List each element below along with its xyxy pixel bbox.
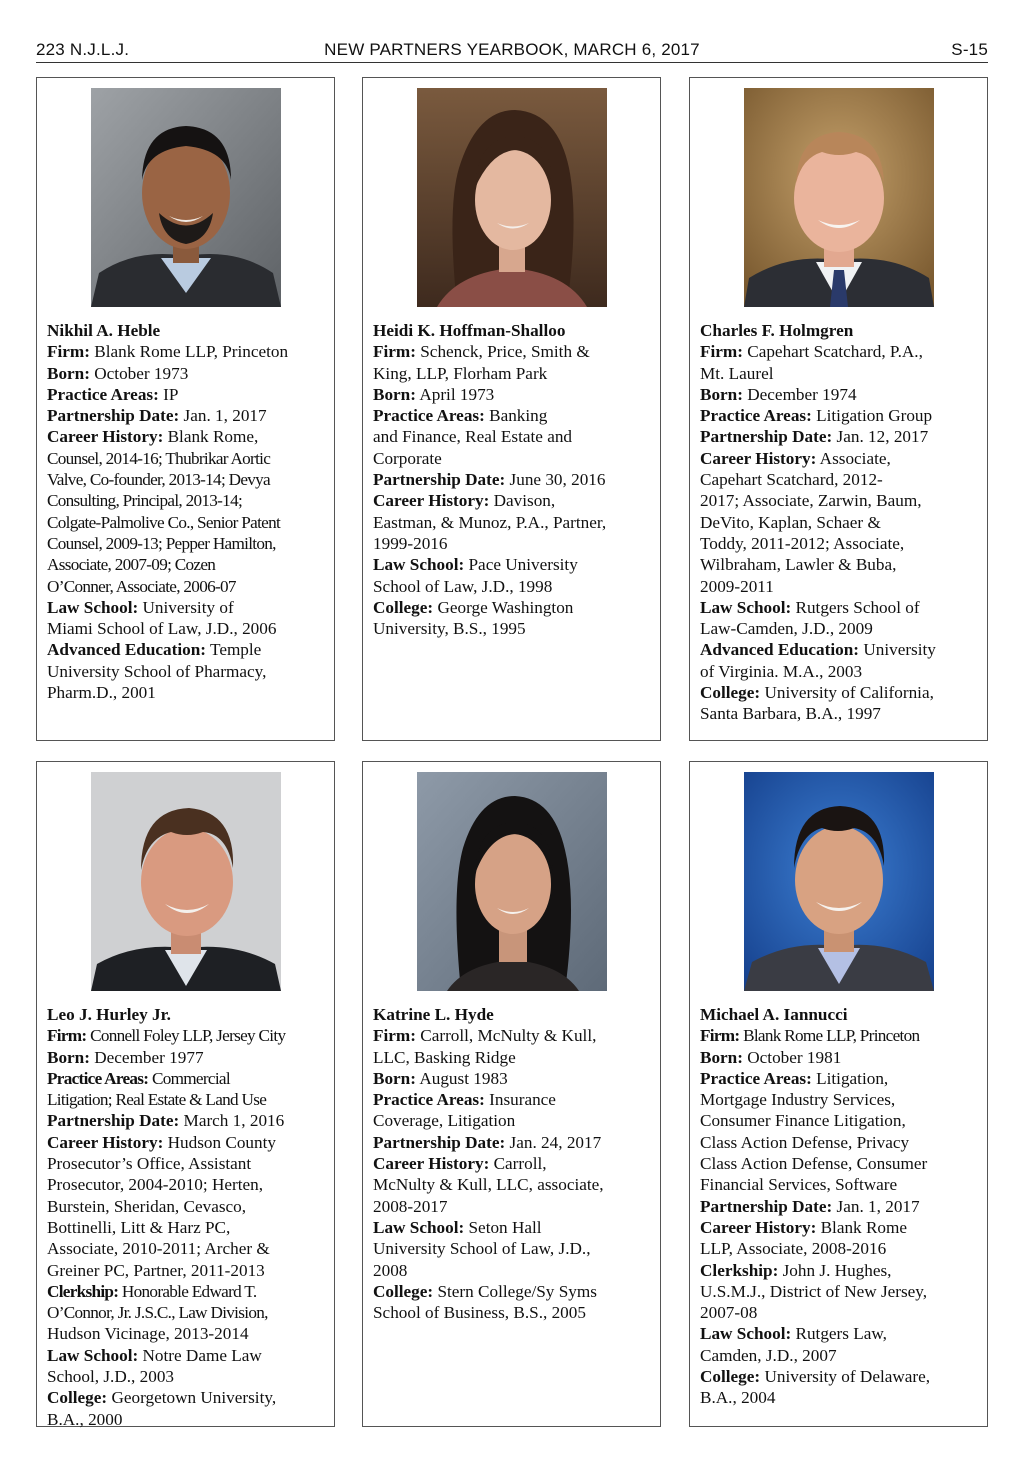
partnership-line [700,426,979,447]
career-value: Davison, [493,491,556,511]
college-line [373,597,652,618]
partnership-line [47,405,326,426]
career-text: Prosecutor’s Office, Assistant [47,1154,252,1174]
firm-label: Firm: [700,1026,740,1046]
career-text: 2008-2017 [373,1196,448,1216]
practice-text: and Finance, Real Estate and [373,427,573,447]
lawschool-line [47,597,326,618]
partnership-label: Partnership Date: [700,1196,833,1216]
born-label: Born: [700,1047,743,1067]
lawschool-label: Law School: [373,555,465,575]
firm-line [700,1025,979,1046]
profile-card-heble [36,77,335,741]
lawschool-value: Pace University [468,555,578,575]
clerkship-text: Hudson Vicinage, 2013-2014 [47,1324,249,1344]
career-text: Valve, Co-founder, 2013-14; Devya [47,470,270,490]
career-text: Burstein, Sheridan, Cevasco, [47,1196,247,1216]
college-text: Santa Barbara, B.A., 1997 [700,704,881,724]
lawschool-value: Seton Hall [468,1217,542,1237]
born-label: Born: [700,384,743,404]
lawschool-line [47,1345,326,1366]
clerkship-label: Clerkship: [700,1260,779,1280]
career-label: Career History: [373,491,490,511]
practice-value: Insurance [489,1090,556,1110]
career-label: Career History: [700,448,817,468]
college-text: B.A., 2004 [700,1388,776,1408]
college-label: College: [373,1281,434,1301]
lawschool-line [700,597,979,618]
career-text: DeVito, Kaplan, Schaer & [700,512,881,532]
practice-text: Coverage, Litigation [373,1111,516,1131]
born-value: August 1983 [419,1068,508,1088]
partner-name: Nikhil A. Heble [47,321,161,340]
practice-value: Litigation, [816,1068,889,1088]
born-line [47,1047,326,1068]
firm-line [373,1025,652,1046]
practice-line [373,405,652,426]
career-line [700,1217,979,1238]
partnership-line [700,1196,979,1217]
firm-line [47,1025,326,1046]
born-value: October 1981 [747,1047,842,1067]
career-text: Greiner PC, Partner, 2011-2013 [47,1260,265,1280]
advanced-education-label: Advanced Education: [700,640,860,660]
firm-text: LLC, Basking Ridge [373,1047,516,1067]
firm-label: Firm: [373,342,416,362]
lawschool-value: Notre Dame Law [142,1345,262,1365]
born-value: December 1974 [747,384,857,404]
firm-line [47,341,326,362]
career-text: Consulting, Principal, 2013-14; [47,491,243,511]
advanced-education-line [47,639,326,660]
lawschool-text: 2008 [373,1260,408,1280]
profile-card-hoffman-shalloo [362,77,661,741]
firm-value: Capehart Scatchard, P.A., [747,342,923,362]
college-text: School of Business, B.S., 2005 [373,1303,586,1323]
career-text: O’Conner, Associate, 2006-07 [47,576,236,596]
career-text: 1999-2016 [373,533,448,553]
partnership-line [373,469,652,490]
profile-bio [373,320,652,639]
college-value: University of Delaware, [764,1367,931,1387]
college-text: B.A., 2000 [47,1409,123,1429]
career-text: Eastman, & Munoz, P.A., Partner, [373,512,607,532]
college-value: Stern College/Sy Syms [437,1281,597,1301]
career-line [373,490,652,511]
firm-label: Firm: [373,1026,416,1046]
practice-text: Class Action Defense, Consumer [700,1154,928,1174]
portrait-image [744,772,934,991]
firm-label: Firm: [47,342,90,362]
lawschool-value: University of [142,597,234,617]
college-label: College: [700,1367,761,1387]
career-line [47,1132,326,1153]
portrait-photo [91,88,281,307]
profile-card-iannucci [689,761,988,1427]
clerkship-text: 2007-08 [700,1303,758,1323]
career-text: Toddy, 2011-2012; Associate, [700,533,905,553]
college-value: Georgetown University, [111,1388,277,1408]
profile-bio [47,1004,326,1430]
career-text: Capehart Scatchard, 2012- [700,470,883,490]
profile-bio [700,320,979,725]
advanced-education-text: of Virginia. M.A., 2003 [700,661,863,681]
practice-label: Practice Areas: [47,384,159,404]
college-value: George Washington [437,597,574,617]
career-line [700,448,979,469]
firm-value: Carroll, McNulty & Kull, [420,1026,597,1046]
born-label: Born: [373,384,416,404]
practice-line [700,1068,979,1089]
college-line [700,1366,979,1387]
college-line [700,682,979,703]
partnership-label: Partnership Date: [47,406,180,426]
born-label: Born: [373,1068,416,1088]
practice-value: Litigation Group [816,406,933,426]
practice-line [373,1089,652,1110]
practice-text: Class Action Defense, Privacy [700,1132,910,1152]
practice-text: Mortgage Industry Services, [700,1090,896,1110]
portrait-photo [417,772,607,991]
career-value: Carroll, [493,1154,547,1174]
firm-text: King, LLP, Florham Park [373,363,548,383]
partnership-value: Jan. 1, 2017 [836,1196,920,1216]
career-label: Career History: [700,1217,817,1237]
partnership-label: Partnership Date: [373,470,506,490]
practice-label: Practice Areas: [700,1068,812,1088]
lawschool-label: Law School: [47,597,139,617]
career-value: Blank Rome, [167,427,259,447]
clerkship-label: Clerkship: [47,1281,119,1301]
career-text: Bottinelli, Litt & Harz PC, [47,1217,231,1237]
college-label: College: [47,1388,108,1408]
college-label: College: [700,683,761,703]
publication-citation: 223 N.J.L.J. [36,40,130,59]
partnership-label: Partnership Date: [700,427,833,447]
firm-value: Blank Rome LLP, Princeton [743,1026,920,1046]
college-label: College: [373,597,434,617]
partnership-value: Jan. 12, 2017 [836,427,929,447]
firm-value: Connell Foley LLP, Jersey City [90,1026,286,1046]
practice-label: Practice Areas: [700,406,812,426]
partnership-value: June 30, 2016 [509,470,606,490]
partnership-line [47,1110,326,1131]
college-value: University of California, [764,683,934,703]
college-line [47,1387,326,1408]
career-text: LLP, Associate, 2008-2016 [700,1239,887,1259]
practice-text: Consumer Finance Litigation, [700,1111,906,1131]
profile-card-hyde [362,761,661,1427]
career-line [47,426,326,447]
partnership-label: Partnership Date: [47,1111,180,1131]
lawschool-text: Miami School of Law, J.D., 2006 [47,619,277,639]
portrait-photo [744,88,934,307]
lawschool-text: School of Law, J.D., 1998 [373,576,553,596]
career-label: Career History: [47,427,164,447]
career-text: Wilbraham, Lawler & Buba, [700,555,897,575]
practice-label: Practice Areas: [373,406,485,426]
career-value: Hudson County [167,1132,276,1152]
born-line [373,384,652,405]
practice-label: Practice Areas: [47,1068,149,1088]
career-label: Career History: [47,1132,164,1152]
partnership-value: March 1, 2016 [183,1111,285,1131]
portrait-image [91,772,281,991]
partner-name: Leo J. Hurley Jr. [47,1005,171,1024]
portrait-image [417,88,607,307]
advanced-education-text: University School of Pharmacy, [47,661,267,681]
career-text: 2009-2011 [700,576,774,596]
firm-text: Mt. Laurel [700,363,774,383]
lawschool-text: School, J.D., 2003 [47,1367,175,1387]
born-label: Born: [47,363,90,383]
career-text: McNulty & Kull, LLC, associate, [373,1175,604,1195]
born-value: December 1977 [94,1047,204,1067]
page-title: NEW PARTNERS YEARBOOK, MARCH 6, 2017 [324,40,700,59]
born-line [47,363,326,384]
profile-card-hurley [36,761,335,1427]
lawschool-line [700,1323,979,1344]
born-value: October 1973 [94,363,189,383]
partner-name: Katrine L. Hyde [373,1005,494,1024]
portrait-photo [744,772,934,991]
practice-text: Corporate [373,448,442,468]
clerkship-value: Honorable Edward T. [121,1281,257,1301]
firm-label: Firm: [700,342,743,362]
clerkship-value: John J. Hughes, [782,1260,892,1280]
practice-line [47,1068,326,1089]
profile-card-holmgren [689,77,988,741]
practice-line [47,384,326,405]
portrait-image [91,88,281,307]
advanced-education-text: Pharm.D., 2001 [47,683,156,703]
advanced-education-label: Advanced Education: [47,640,207,660]
partnership-value: Jan. 1, 2017 [183,406,267,426]
advanced-education-value: Temple [210,640,262,660]
career-text: Prosecutor, 2004-2010; Herten, [47,1175,264,1195]
lawschool-line [373,1217,652,1238]
born-line [373,1068,652,1089]
clerkship-text: O’Connor, Jr. J.S.C., Law Division, [47,1303,268,1323]
career-text: Colgate-Palmolive Co., Senior Patent [47,512,281,532]
lawschool-text: University School of Law, J.D., [373,1239,591,1259]
partner-name: Heidi K. Hoffman-Shalloo [373,321,566,340]
partnership-line [373,1132,652,1153]
practice-value: Banking [489,406,548,426]
practice-value: Commercial [151,1068,230,1088]
lawschool-label: Law School: [373,1217,465,1237]
profile-bio [47,320,326,703]
born-line [700,1047,979,1068]
college-text: University, B.S., 1995 [373,619,526,639]
advanced-education-value: University [863,640,936,660]
profile-bio [373,1004,652,1323]
career-value: Blank Rome [820,1217,908,1237]
partner-name: Charles F. Holmgren [700,321,854,340]
career-text: 2017; Associate, Zarwin, Baum, [700,491,922,511]
partnership-label: Partnership Date: [373,1132,506,1152]
college-line [373,1281,652,1302]
practice-value: IP [163,384,179,404]
career-text: Counsel, 2014-16; Thubrikar Aortic [47,448,271,468]
profile-bio [700,1004,979,1409]
lawschool-value: Rutgers Law, [795,1324,887,1344]
firm-label: Firm: [47,1026,87,1046]
partner-name: Michael A. Iannucci [700,1005,848,1024]
portrait-photo [417,88,607,307]
lawschool-value: Rutgers School of [795,597,920,617]
practice-text: Litigation; Real Estate & Land Use [47,1090,267,1110]
practice-line [700,405,979,426]
career-text: Associate, 2007-09; Cozen [47,555,216,575]
portrait-image [744,88,934,307]
lawschool-text: Camden, J.D., 2007 [700,1345,837,1365]
partnership-value: Jan. 24, 2017 [509,1132,602,1152]
firm-value: Schenck, Price, Smith & [420,342,590,362]
career-text: Counsel, 2009-13; Pepper Hamilton, [47,533,276,553]
practice-text: Financial Services, Software [700,1175,898,1195]
clerkship-text: U.S.M.J., District of New Jersey, [700,1281,928,1301]
lawschool-text: Law-Camden, J.D., 2009 [700,619,873,639]
born-label: Born: [47,1047,90,1067]
firm-line [700,341,979,362]
portrait-image [417,772,607,991]
lawschool-line [373,554,652,575]
career-line [373,1153,652,1174]
career-label: Career History: [373,1154,490,1174]
career-value: Associate, [819,448,891,468]
born-value: April 1973 [419,384,495,404]
lawschool-label: Law School: [47,1345,139,1365]
portrait-photo [91,772,281,991]
clerkship-line [700,1260,979,1281]
page-header [36,38,988,63]
page-number: S-15 [951,40,988,59]
firm-line [373,341,652,362]
lawschool-label: Law School: [700,597,792,617]
career-text: Associate, 2010-2011; Archer & [47,1239,270,1259]
born-line [700,384,979,405]
practice-label: Practice Areas: [373,1090,485,1110]
lawschool-label: Law School: [700,1324,792,1344]
advanced-education-line [700,639,979,660]
firm-value: Blank Rome LLP, Princeton [94,342,289,362]
clerkship-line [47,1281,326,1302]
